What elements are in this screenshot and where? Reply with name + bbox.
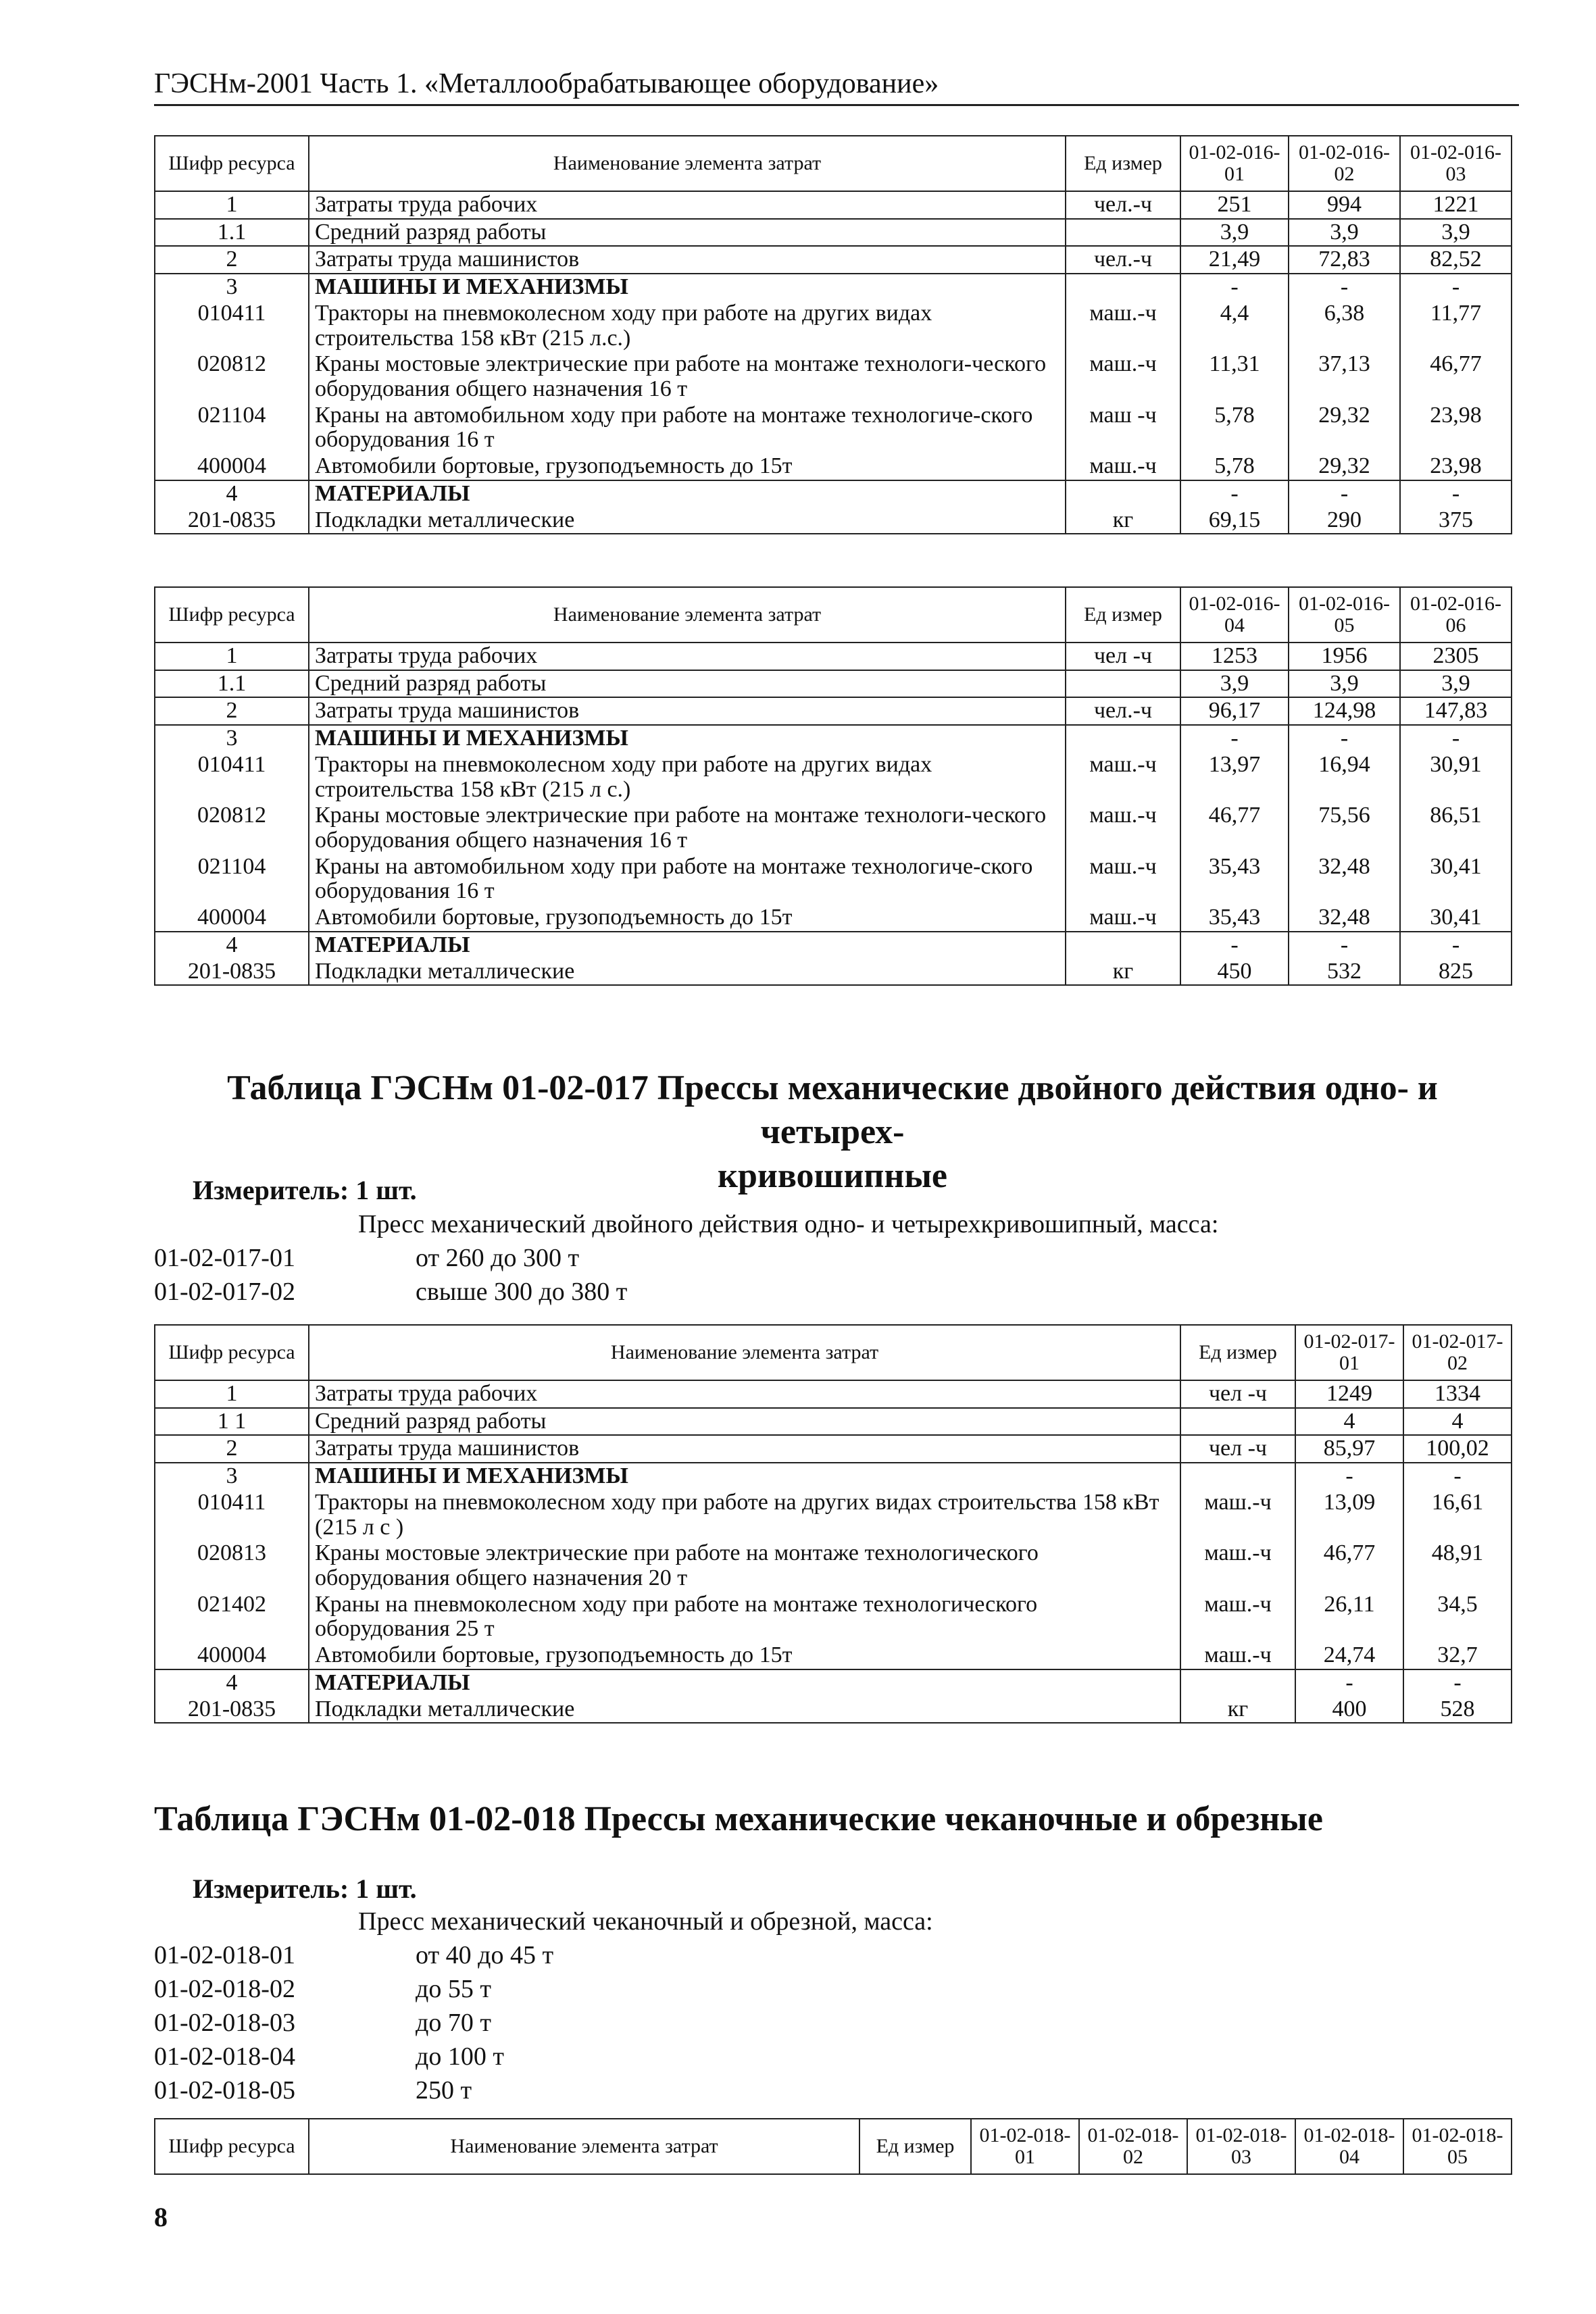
table-row [155,643,1512,670]
resource-code: 020813 [155,1540,309,1591]
resource-name: Тракторы на пневмоколесном ходу при работе на других видах строительства 158 кВт (215 л.с.) [309,301,1066,351]
resource-name: Подкладки металлические [309,1696,1180,1724]
resource-unit [1066,932,1180,959]
norm-value: 5,78 [1180,453,1289,480]
resource-name: Подкладки металлические [309,507,1066,534]
header-col-code: 01-02-016-02 [1289,136,1400,191]
norm-value: 85,97 [1295,1435,1403,1463]
norm-value: 3,9 [1289,219,1400,247]
resource-code: 020812 [155,803,309,853]
table-row [155,1463,1512,1490]
norm-value: - [1180,932,1289,959]
resource-code: 201-0835 [155,507,309,534]
variant-code: 01-02-018-02 [154,1975,295,2003]
header-col-code: 01-02-016-01 [1180,136,1289,191]
norm-value: 29,32 [1289,453,1400,480]
norm-value: 3,9 [1180,219,1289,247]
resource-name: Средний разряд работы [309,219,1066,247]
resource-unit [1066,670,1180,698]
resource-code: 400004 [155,905,309,932]
resource-code: 020812 [155,351,309,402]
norm-value: 16,61 [1403,1490,1512,1540]
norm-value: 4 [1403,1408,1512,1436]
variant-code: 01-02-018-01 [154,1941,295,1969]
resource-code: 010411 [155,1490,309,1540]
norm-value: 532 [1289,959,1400,986]
norm-value: 32,48 [1289,905,1400,932]
resource-name: Средний разряд работы [309,1408,1180,1436]
header-unit: Ед измер [859,2119,971,2174]
norm-value: - [1295,1463,1403,1490]
header-unit: Ед измер [1066,136,1180,191]
norm-value: 37,13 [1289,351,1400,402]
resource-unit: чел -ч [1180,1435,1295,1463]
table-row [155,932,1512,959]
norm-value: 4,4 [1180,301,1289,351]
resource-name: Краны на пневмоколесном ходу при работе на монтаже технологического оборудования 25 т [309,1592,1180,1642]
resource-code: 201-0835 [155,1696,309,1724]
resource-unit: чел -ч [1180,1380,1295,1408]
norm-value: 16,94 [1289,752,1400,803]
table-row [155,1642,1512,1669]
resource-name: Краны на автомобильном ходу при работе на монтаже технологиче-ского оборудования 16 т [309,403,1066,453]
norm-value: 48,91 [1403,1540,1512,1591]
resource-code: 1 [155,191,309,219]
variant-code: 01-02-018-05 [154,2076,295,2105]
norm-value: 825 [1400,959,1512,986]
resource-code: 1.1 [155,219,309,247]
norm-value: - [1289,932,1400,959]
header-col-code: 01-02-018-03 [1187,2119,1295,2174]
norm-value: 3,9 [1400,219,1512,247]
header-col-code: 01-02-016-04 [1180,587,1289,643]
resource-name: МАШИНЫ И МЕХАНИЗМЫ [309,274,1066,301]
resource-name: МАШИНЫ И МЕХАНИЗМЫ [309,725,1066,752]
norm-value: 251 [1180,191,1289,219]
header-col-code: 01-02-017-02 [1403,1325,1512,1380]
resource-name: Затраты труда рабочих [309,643,1066,670]
resource-unit: маш.-ч [1180,1642,1295,1669]
norm-value: 75,56 [1289,803,1400,853]
resource-unit: маш.-ч [1066,752,1180,803]
table-title-018: Таблица ГЭСНм 01-02-018 Прессы механические чеканочные и обрезные [154,1800,1323,1838]
norm-value: - [1180,274,1289,301]
norm-value: 46,77 [1400,351,1512,402]
norm-value: 1221 [1400,191,1512,219]
norm-value: 450 [1180,959,1289,986]
resource-code: 3 [155,274,309,301]
variant-text: до 55 т [416,1975,491,2003]
resource-unit [1066,480,1180,507]
variant-text: 250 т [416,2076,472,2105]
norm-value: 3,9 [1289,670,1400,698]
resource-unit [1066,274,1180,301]
resource-code: 2 [155,1435,309,1463]
header-col-code: 01-02-016-03 [1400,136,1512,191]
norm-value: 23,98 [1400,403,1512,453]
variant-code: 01-02-017-02 [154,1278,295,1306]
resource-code: 021104 [155,854,309,905]
resource-code: 4 [155,932,309,959]
resource-unit: маш.-ч [1066,854,1180,905]
norm-value: 34,5 [1403,1592,1512,1642]
norm-value: 4 [1295,1408,1403,1436]
resource-unit: маш.-ч [1180,1592,1295,1642]
resource-unit: маш.-ч [1066,301,1180,351]
table-row [155,1696,1512,1724]
norm-value: 23,98 [1400,453,1512,480]
norm-value: 13,97 [1180,752,1289,803]
meter-label: Измеритель: [193,1175,349,1205]
norm-value: - [1400,480,1512,507]
resource-name: Затраты труда машинистов [309,246,1066,274]
norm-value: 375 [1400,507,1512,534]
norm-value: 35,43 [1180,905,1289,932]
variant-text: свыше 300 до 380 т [416,1278,628,1306]
norm-value: 82,52 [1400,246,1512,274]
norm-value: 69,15 [1180,507,1289,534]
table-row [155,1592,1512,1642]
norm-value: 1956 [1289,643,1400,670]
resource-unit: маш.-ч [1066,803,1180,853]
resource-unit: чел.-ч [1066,191,1180,219]
resource-table-016-a [154,135,1512,534]
header-col-code: 01-02-016-05 [1289,587,1400,643]
resource-code: 400004 [155,1642,309,1669]
norm-value: 30,41 [1400,905,1512,932]
table-row [155,403,1512,453]
resource-unit [1180,1463,1295,1490]
norm-value: 86,51 [1400,803,1512,853]
norm-value: 400 [1295,1696,1403,1724]
resource-unit [1066,725,1180,752]
norm-value: 11,31 [1180,351,1289,402]
table-row [155,803,1512,853]
resource-code: 400004 [155,453,309,480]
norm-value: 124,98 [1289,697,1400,725]
resource-code: 1 1 [155,1408,309,1436]
resource-name: МАТЕРИАЛЫ [309,480,1066,507]
resource-unit: чел -ч [1066,643,1180,670]
norm-value: 30,91 [1400,752,1512,803]
table-row [155,1669,1512,1696]
resource-name: Краны мостовые электрические при работе на монтаже технологического оборудования общего назначения 20 т [309,1540,1180,1591]
table-row [155,453,1512,480]
table-row [155,854,1512,905]
resource-name: МАШИНЫ И МЕХАНИЗМЫ [309,1463,1180,1490]
description-017: Пресс механический двойного действия одно- и четырехкривошипный, масса: [358,1210,1219,1238]
resource-unit: чел.-ч [1066,246,1180,274]
norm-value: 11,77 [1400,301,1512,351]
norm-value: - [1403,1463,1512,1490]
resource-unit: кг [1180,1696,1295,1724]
table-row [155,274,1512,301]
resource-table-016-b [154,586,1512,986]
table-row [155,725,1512,752]
resource-name: Автомобили бортовые, грузоподъемность до 15т [309,453,1066,480]
header-code: Шифр ресурса [155,2119,309,2174]
resource-unit: кг [1066,507,1180,534]
norm-value: - [1295,1669,1403,1696]
resource-name: Краны мостовые электрические при работе на монтаже технологи-ческого оборудования общего назначения 16 т [309,803,1066,853]
resource-code: 1 [155,1380,309,1408]
page-number: 8 [154,2202,168,2232]
variant-text: до 70 т [416,2009,491,2037]
resource-name: МАТЕРИАЛЫ [309,932,1066,959]
resource-unit: маш.-ч [1180,1490,1295,1540]
variant-text: до 100 т [416,2042,504,2071]
norm-value: 528 [1403,1696,1512,1724]
variant-code: 01-02-018-03 [154,2009,295,2037]
resource-name: МАТЕРИАЛЫ [309,1669,1180,1696]
resource-name: Затраты труда рабочих [309,191,1066,219]
resource-code: 010411 [155,301,309,351]
norm-value: 13,09 [1295,1490,1403,1540]
resource-unit: маш.-ч [1066,905,1180,932]
meter-018 [193,1873,417,1905]
norm-value: - [1180,480,1289,507]
norm-value: 1334 [1403,1380,1512,1408]
norm-value: 46,77 [1295,1540,1403,1591]
norm-value: 1253 [1180,643,1289,670]
norm-value: - [1289,725,1400,752]
table-row [155,1540,1512,1591]
resource-unit [1066,219,1180,247]
norm-value: - [1289,274,1400,301]
meter-value: 1 шт. [355,1873,417,1904]
table-row [155,697,1512,725]
resource-code: 201-0835 [155,959,309,986]
resource-unit: кг [1066,959,1180,986]
header-code: Шифр ресурса [155,136,309,191]
resource-unit [1180,1669,1295,1696]
header-col-code: 01-02-016-06 [1400,587,1512,643]
variant-code: 01-02-017-01 [154,1244,295,1272]
header-name: Наименование элемента затрат [309,1325,1180,1380]
norm-value: 72,83 [1289,246,1400,274]
norm-value: 24,74 [1295,1642,1403,1669]
resource-code: 021402 [155,1592,309,1642]
resource-name: Подкладки металлические [309,959,1066,986]
resource-code: 2 [155,697,309,725]
resource-code: 2 [155,246,309,274]
resource-code: 021104 [155,403,309,453]
resource-code: 3 [155,1463,309,1490]
norm-value: 96,17 [1180,697,1289,725]
header-col-code: 01-02-018-01 [971,2119,1079,2174]
norm-value: - [1400,274,1512,301]
resource-name: Затраты труда машинистов [309,697,1066,725]
table-title-line: кривошипные [717,1157,948,1195]
meter-017 [193,1174,417,1206]
resource-name: Тракторы на пневмоколесном ходу при работе на других видах строительства 158 кВт (215 л с.) [309,752,1066,803]
resource-name: Средний разряд работы [309,670,1066,698]
resource-name: Автомобили бортовые, грузоподъемность до 15т [309,1642,1180,1669]
header-name: Наименование элемента затрат [309,2119,859,2174]
norm-value: - [1400,932,1512,959]
table-row [155,246,1512,274]
resource-code: 4 [155,1669,309,1696]
norm-value: 32,48 [1289,854,1400,905]
meter-value: 1 шт. [355,1175,417,1205]
resource-code: 3 [155,725,309,752]
resource-code: 1.1 [155,670,309,698]
header-col-code: 01-02-018-02 [1079,2119,1187,2174]
table-row [155,1435,1512,1463]
norm-value: - [1289,480,1400,507]
resource-unit: маш.-ч [1066,351,1180,402]
norm-value: 147,83 [1400,697,1512,725]
table-row [155,351,1512,402]
table-title-line: Таблица ГЭСНм 01-02-017 Прессы механические двойного действия одно- и четырех- [227,1069,1438,1151]
variant-text: от 260 до 300 т [416,1244,580,1272]
resource-name: Краны мостовые электрические при работе на монтаже технологи-ческого оборудования общего назначения 16 т [309,351,1066,402]
resource-unit: маш -ч [1066,403,1180,453]
table-row [155,959,1512,986]
resource-unit [1180,1408,1295,1436]
header-name: Наименование элемента затрат [309,136,1066,191]
table-row [155,670,1512,698]
table-row [155,219,1512,247]
header-code: Шифр ресурса [155,1325,309,1380]
norm-value: 994 [1289,191,1400,219]
resource-name: Затраты труда машинистов [309,1435,1180,1463]
resource-table-017 [154,1324,1512,1724]
norm-value: 2305 [1400,643,1512,670]
resource-name: Краны на автомобильном ходу при работе на монтаже технологиче-ского оборудования 16 т [309,854,1066,905]
resource-code: 4 [155,480,309,507]
table-row [155,752,1512,803]
norm-value: 21,49 [1180,246,1289,274]
norm-value: 5,78 [1180,403,1289,453]
variant-code: 01-02-018-04 [154,2042,295,2071]
variant-text: от 40 до 45 т [416,1941,554,1969]
resource-table-018-header [154,2118,1512,2175]
table-row [155,301,1512,351]
norm-value: 32,7 [1403,1642,1512,1669]
table-row [155,1380,1512,1408]
resource-unit: маш.-ч [1180,1540,1295,1591]
norm-value: 46,77 [1180,803,1289,853]
header-col-code: 01-02-017-01 [1295,1325,1403,1380]
resource-unit: чел.-ч [1066,697,1180,725]
resource-name: Автомобили бортовые, грузоподъемность до 15т [309,905,1066,932]
table-row [155,905,1512,932]
norm-value: 1249 [1295,1380,1403,1408]
norm-value: 26,11 [1295,1592,1403,1642]
table-row [155,507,1512,534]
norm-value: 29,32 [1289,403,1400,453]
norm-value: - [1180,725,1289,752]
norm-value: 6,38 [1289,301,1400,351]
resource-code: 010411 [155,752,309,803]
norm-value: - [1403,1669,1512,1696]
resource-code: 1 [155,643,309,670]
table-row [155,1490,1512,1540]
header-col-code: 01-02-018-04 [1295,2119,1403,2174]
resource-unit: маш.-ч [1066,453,1180,480]
header-col-code: 01-02-018-05 [1403,2119,1512,2174]
norm-value: 100,02 [1403,1435,1512,1463]
norm-value: 3,9 [1180,670,1289,698]
table-row [155,191,1512,219]
description-018: Пресс механический чеканочный и обрезной, масса: [358,1907,933,1936]
table-row [155,1408,1512,1436]
header-unit: Ед измер [1180,1325,1295,1380]
resource-name: Затраты труда рабочих [309,1380,1180,1408]
header-unit: Ед измер [1066,587,1180,643]
resource-name: Тракторы на пневмоколесном ходу при работе на других видах строительства 158 кВт (215 л с ) [309,1490,1180,1540]
table-row [155,480,1512,507]
norm-value: 30,41 [1400,854,1512,905]
header-name: Наименование элемента затрат [309,587,1066,643]
norm-value: 3,9 [1400,670,1512,698]
norm-value: - [1400,725,1512,752]
norm-value: 35,43 [1180,854,1289,905]
meter-label: Измеритель: [193,1873,349,1904]
header-code: Шифр ресурса [155,587,309,643]
page-header: ГЭСНм-2001 Часть 1. «Металлообрабатывающее оборудование» [154,68,1519,106]
norm-value: 290 [1289,507,1400,534]
